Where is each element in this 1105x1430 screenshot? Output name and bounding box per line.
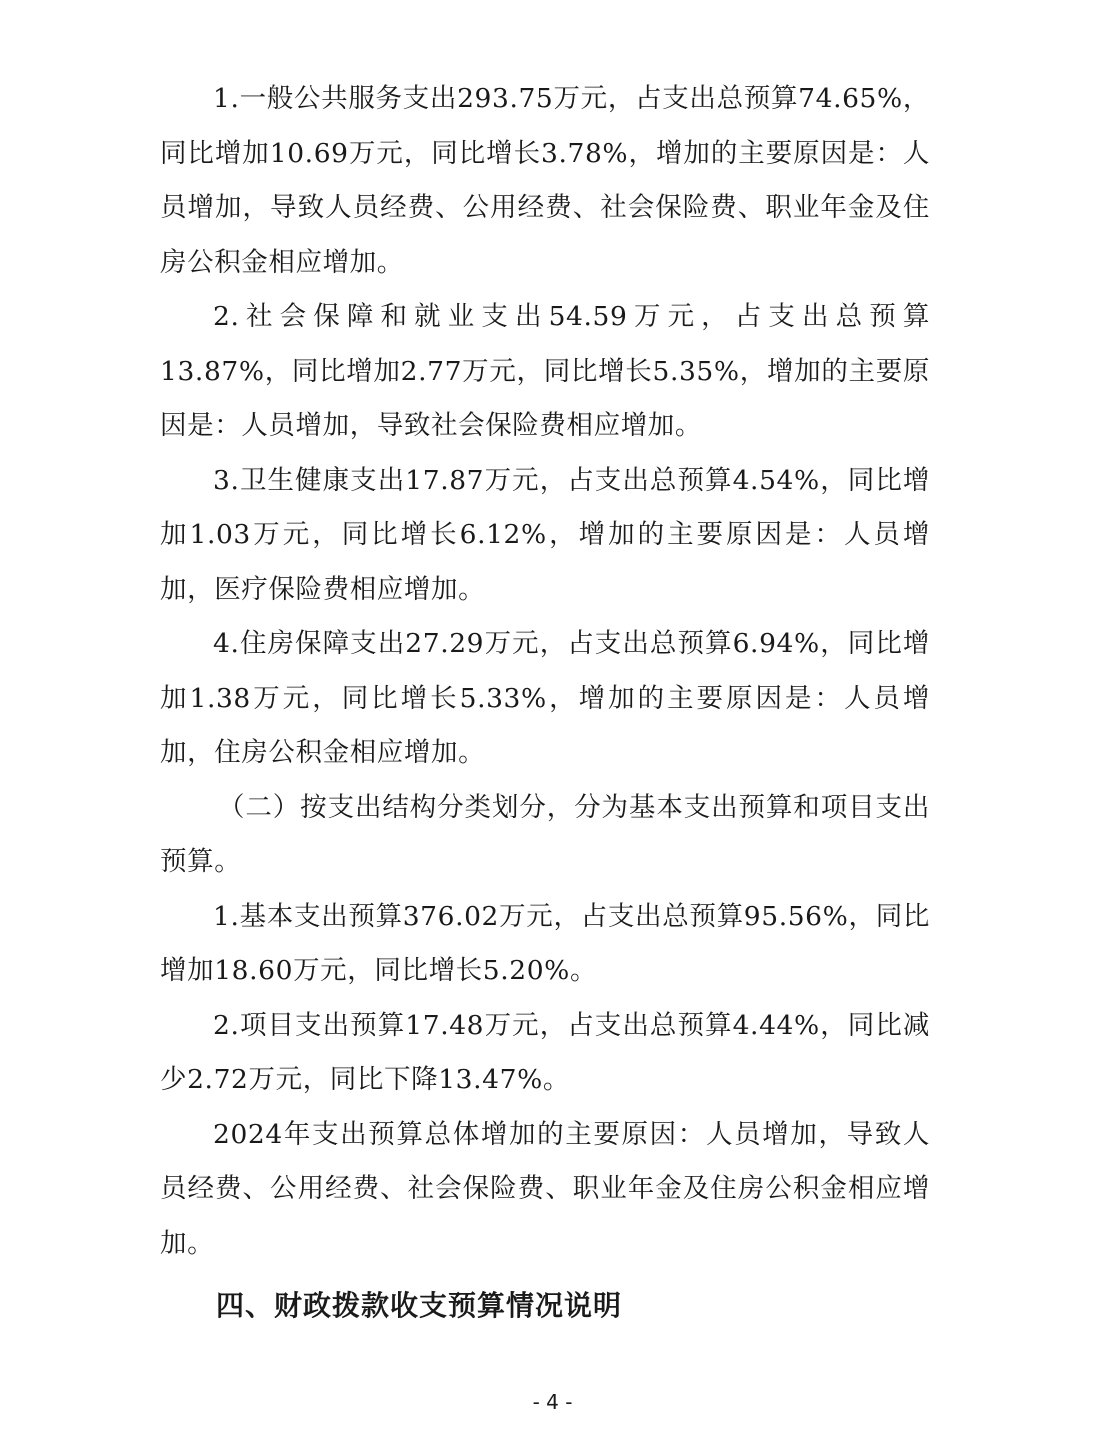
paragraph-basic-expenditure: 1.基本支出预算376.02万元，占支出总预算95.56%，同比增加18.60万元，同比增长5.20%。 xyxy=(160,900,930,986)
paragraph-social-security-employment: 2.社会保障和就业支出54.59万元，占支出总预算13.87%，同比增加2.77万元，同比增长5.35%，增加的主要原因是：人员增加，导致社会保险费相应增加。 xyxy=(160,301,930,441)
section-heading: 四、财政拨款收支预算情况说明 xyxy=(216,1289,623,1322)
paragraph-expenditure-structure: （二）按支出结构分类划分，分为基本支出预算和项目支出预算。 xyxy=(160,791,930,877)
paragraph-health: 3.卫生健康支出17.87万元，占支出总预算4.54%，同比增加1.03万元，同比增长6.12%，增加的主要原因是：人员增加，医疗保险费相应增加。 xyxy=(160,464,930,605)
paragraph-general-public-services: 1.一般公共服务支出293.75万元，占支出总预算74.65%，同比增加10.69万元，同比增长3.78%，增加的主要原因是：人员增加，导致人员经费、公用经费、社会保险费、职业年金及住房公积金相应增加。 xyxy=(160,83,930,278)
body-text xyxy=(160,72,930,1271)
paragraph-housing-security: 4.住房保障支出27.29万元，占支出总预算6.94%，同比增加1.38万元，同比增长5.33%，增加的主要原因是：人员增加，住房公积金相应增加。 xyxy=(160,628,930,768)
paragraph-project-expenditure: 2.项目支出预算17.48万元，占支出总预算4.44%，同比减少2.72万元，同比下降13.47%。 xyxy=(160,1009,930,1095)
page-number: - 4 - xyxy=(532,1390,573,1414)
paragraph-overall-increase-reason: 2024年支出预算总体增加的主要原因：人员增加，导致人员经费、公用经费、社会保险费、职业年金及住房公积金相应增加。 xyxy=(160,1118,930,1259)
